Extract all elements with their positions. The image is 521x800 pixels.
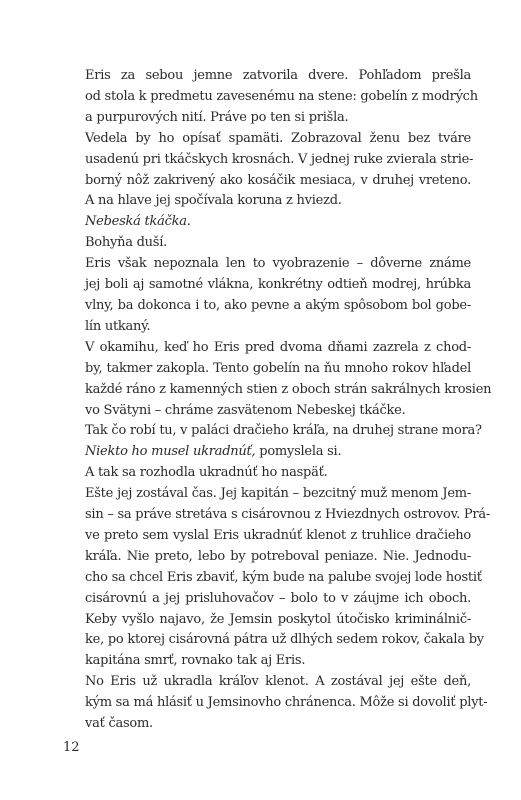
text-line: ke, po ktorej cisárovná pátra už dlhých sedem rokov, čakala by — [85, 632, 484, 648]
page-number: 12 — [63, 740, 80, 755]
text-line: kým sa má hlásiť u Jemsinovho chránenca. Môže si dovoliť plyt- — [85, 695, 488, 711]
paragraph — [63, 338, 492, 422]
body-text — [63, 66, 492, 735]
paragraph — [63, 421, 482, 442]
text-line: Nebeská tkáčka. — [85, 214, 191, 230]
paragraph — [63, 463, 471, 484]
text-line: cisárovnú a jej prisluhovačov – bolo to v záujme ich oboch. — [85, 590, 471, 606]
text-line: usadenú pri tkáčskych krosnách. V jednej ruke zvierala strie- — [85, 151, 474, 167]
text-line: cho sa chcel Eris zbaviť, kým bude na palube svojej lode hostiť — [85, 569, 482, 585]
text-line: lín utkaný. — [85, 318, 151, 334]
italic-text: Niekto ho musel ukradnúť, — [85, 444, 256, 460]
text-segment: pomyslela si. — [255, 444, 342, 460]
text-line: Bohyňa duší. — [85, 235, 168, 251]
paragraph — [63, 254, 471, 338]
text-line: jej boli aj samotné vlákna, konkrétny odtieň modrej, hrúbka — [85, 277, 471, 293]
paragraph — [63, 484, 491, 672]
text-line: od stola k predmetu zavesenému na stene: gobelín z modrých — [85, 88, 478, 104]
paragraph — [63, 129, 474, 213]
paragraph — [63, 212, 471, 233]
text-line: A tak sa rozhodla ukradnúť ho naspäť. — [85, 465, 328, 481]
text-line: Ešte jej zostával čas. Jej kapitán – bezcitný muž menom Jem- — [85, 486, 471, 502]
text-line: vo Svätyni – chráme zasvätenom Nebeskej tkáčke. — [85, 402, 406, 418]
text-line: Vedela by ho opísať spamäti. Zobrazoval ženu bez tváre — [85, 130, 471, 146]
text-line: by, takmer zakopla. Tento gobelín na ňu mnoho rokov hľadel — [85, 360, 471, 376]
paragraph — [63, 66, 478, 129]
text-line: každé ráno z kamenných stien z oboch strán sakrálnych krosien — [85, 381, 492, 397]
text-line: V okamihu, keď ho Eris pred dvoma dňami zazrela z chod- — [85, 339, 471, 355]
text-line — [63, 442, 471, 463]
paragraph — [63, 233, 471, 254]
text-line: A na hlave jej spočívala koruna z hviezd. — [85, 193, 342, 209]
text-line: vať časom. — [85, 716, 153, 732]
text-line: kráľa. Nie preto, lebo by potreboval peniaze. Nie. Jednodu- — [85, 548, 471, 564]
text-line: Eris za sebou jemne zatvorila dvere. Pohľadom prešla — [85, 68, 471, 83]
text-line: sin – sa práve stretáva s cisárovnou z Hviezdnych ostrovov. Prá- — [85, 507, 491, 523]
text-line: ve preto sem vyslal Eris ukradnúť klenot z truhlice dračieho — [85, 527, 471, 543]
text-line: borný nôž zakrivený ako kosáčik mesiaca, v druhej vreteno. — [85, 172, 471, 188]
text-line: Tak čo robí tu, v paláci dračieho kráľa, na druhej strane mora? — [85, 423, 482, 439]
text-line: Eris však nepoznala len to vyobrazenie – dôverne známe — [85, 256, 471, 272]
paragraph — [63, 672, 488, 735]
text-line: vlny, ba dokonca i to, ako pevne a akým spôsobom bol gobe- — [85, 297, 471, 313]
text-line: kapitána smrť, rovnako tak aj Eris. — [85, 653, 306, 669]
text-line: Keby vyšlo najavo, že Jemsin poskytol útočisko kriminálnič- — [85, 611, 471, 627]
text-line: No Eris už ukradla kráľov klenot. A zostával jej ešte deň, — [85, 674, 471, 690]
paragraph — [63, 442, 471, 463]
text-line: a purpurových nití. Práve po ten si prišla. — [85, 109, 349, 125]
